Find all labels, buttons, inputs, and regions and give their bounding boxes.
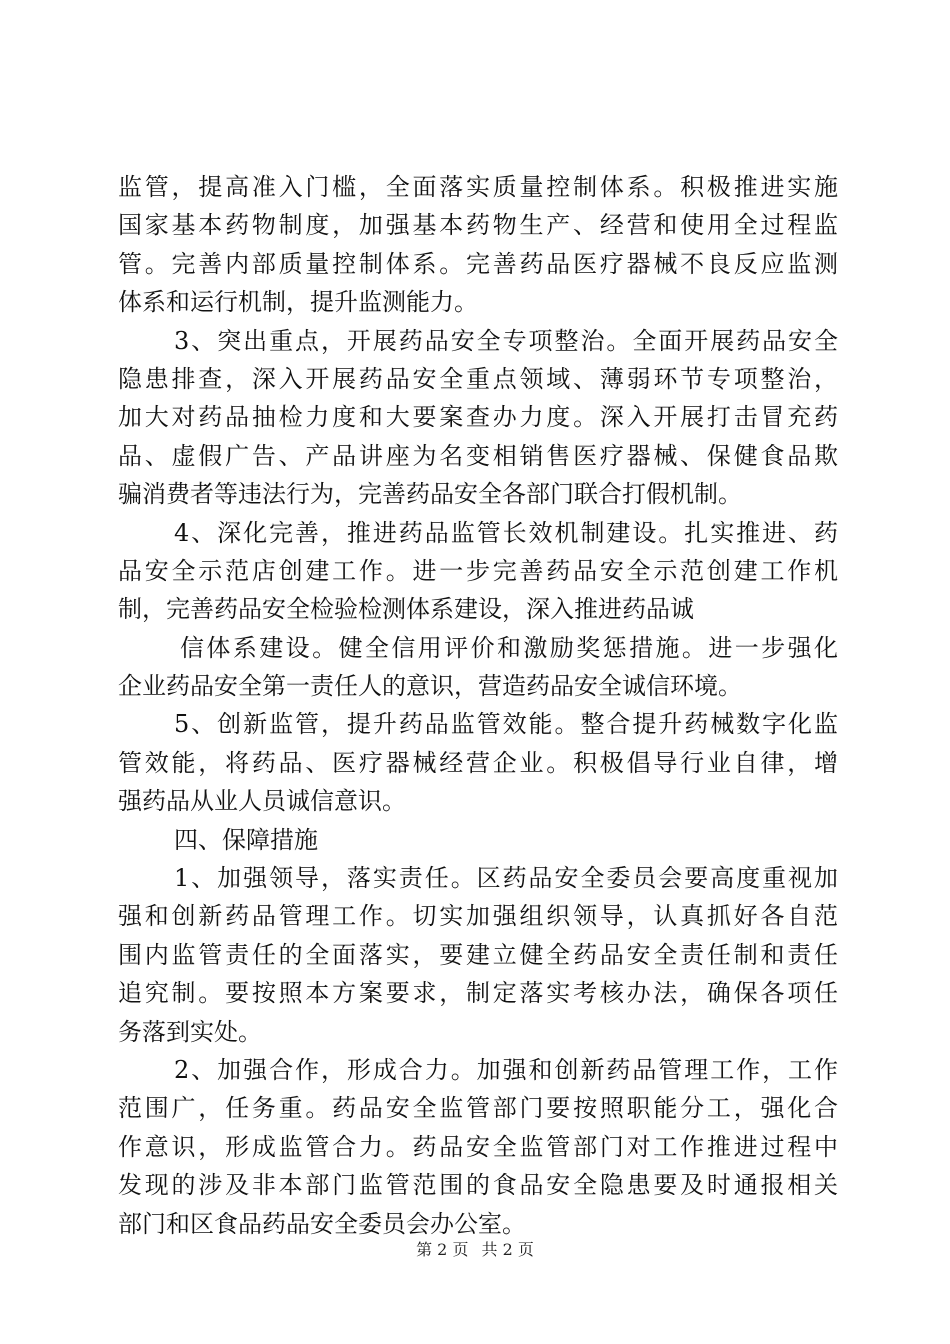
text-line: 监管，提高准入门槛，全面落实质量控制体系。积极推进实施 (118, 173, 838, 201)
paragraph-start-line: 3、突出重点，开展药品安全专项整治。全面开展药品安全 (174, 326, 838, 355)
text-line: 国家基本药物制度，加强基本药物生产、经营和使用全过程监 (118, 211, 838, 240)
paragraph-start-line: 5、创新监管，提升药品监管效能。整合提升药械数字化监 (174, 710, 838, 739)
page-number: 第 2 页 (416, 1240, 469, 1259)
paragraph-start-line: 2、加强合作，形成合力。加强和创新药品管理工作，工作 (174, 1055, 838, 1084)
text-line: 体系和运行机制，提升监测能力。 (118, 288, 478, 317)
text-line: 品、虚假广告、产品讲座为名变相销售医疗器械、保健食品欺 (118, 441, 838, 470)
paragraph-start-line: 4、深化完善，推进药品监管长效机制建设。扎实推进、药 (174, 518, 838, 547)
text-line: 追究制。要按照本方案要求，制定落实考核办法，确保各项任 (118, 979, 838, 1008)
text-line: 管效能，将药品、医疗器械经营企业。积极倡导行业自律，增 (118, 748, 838, 777)
text-line: 务落到实处。 (118, 1017, 262, 1046)
text-line: 骗消费者等违法行为，完善药品安全各部门联合打假机制。 (118, 480, 742, 509)
document-body (118, 168, 838, 1243)
text-line: 围内监管责任的全面落实，要建立健全药品安全责任制和责任 (118, 940, 838, 969)
text-line: 制，完善药品安全检验检测体系建设，深入推进药品诚 (118, 595, 694, 624)
text-line: 发现的涉及非本部门监管范围的食品安全隐患要及时通报相关 (118, 1171, 838, 1200)
text-line: 企业药品安全第一责任人的意识，营造药品安全诚信环境。 (118, 672, 742, 701)
text-line: 隐患排查，深入开展药品安全重点领域、薄弱环节专项整治， (118, 364, 838, 393)
text-line: 品安全示范店创建工作。进一步完善药品安全示范创建工作机 (118, 556, 838, 585)
paragraph-start-line: 信体系建设。健全信用评价和激励奖惩措施。进一步强化 (180, 633, 838, 662)
text-line: 作意识，形成监管合力。药品安全监管部门对工作推进过程中 (118, 1132, 838, 1161)
text-line: 管。完善内部质量控制体系。完善药品医疗器械不良反应监测 (118, 249, 838, 278)
text-line: 强药品从业人员诚信意识。 (118, 787, 406, 816)
text-line: 范围广，任务重。药品安全监管部门要按照职能分工，强化合 (118, 1094, 838, 1123)
page-total: 共 2 页 (481, 1240, 534, 1259)
paragraph-start-line: 1、加强领导，落实责任。区药品安全委员会要高度重视加 (174, 864, 838, 893)
page-footer (0, 1240, 950, 1260)
text-line: 部门和区食品药品安全委员会办公室。 (118, 1209, 526, 1238)
text-line: 加大对药品抽检力度和大要案查办力度。深入开展打击冒充药 (118, 403, 838, 432)
section-heading: 四、保障措施 (174, 825, 318, 854)
text-line: 强和创新药品管理工作。切实加强组织领导，认真抓好各自范 (118, 902, 838, 931)
